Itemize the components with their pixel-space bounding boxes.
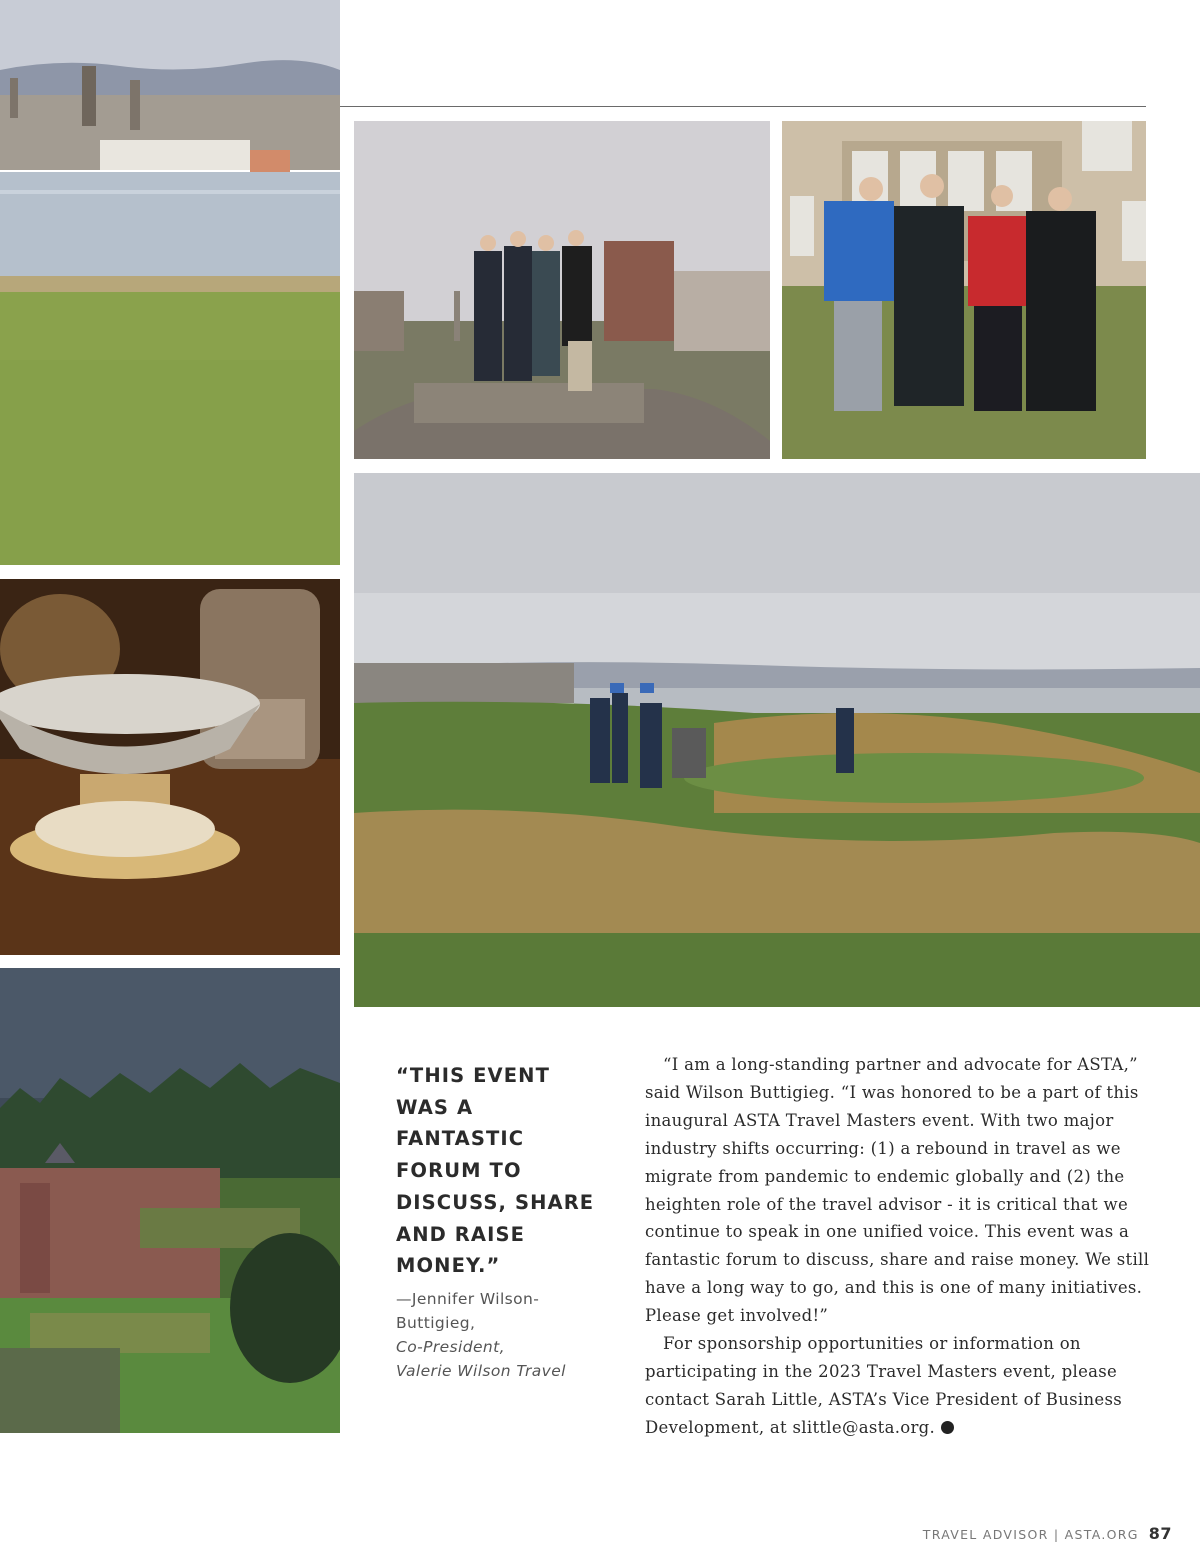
body-paragraph-1: “I am a long-standing partner and advocate for ASTA,” said Wilson Buttigieg. “I was honored to be a part of this inaugural ASTA Travel Masters event. With two major industry shifts occurring: (1) a rebound in travel as we migrate from pandemic to endemic globally and (2) the heighten role of the travel advisor - it is critical that we continue to speak in one unified voice. This event was a fantastic forum to discuss, share and raise money. We still have a long way to go, and this is one of many initiatives. Please get involved!”	[645, 1055, 1150, 1326]
header-rule	[340, 106, 1146, 107]
article-body	[645, 1051, 1160, 1442]
quote-attribution	[396, 1287, 596, 1383]
attribution-title: Co-President,	[396, 1338, 505, 1356]
page-footer	[923, 1524, 1172, 1544]
footer-publication: TRAVEL ADVISOR | ASTA.ORG	[922, 1527, 1139, 1542]
asta-end-mark-icon	[941, 1421, 954, 1434]
body-paragraph-2-text: For sponsorship opportunities or information on participating in the 2023 Travel Masters event, please contact Sarah Little, ASTA’s Vice President of Business Development, at slittle@asta.org.	[645, 1334, 1123, 1437]
photo-silver-trophy	[0, 579, 340, 955]
page-number: 87	[1148, 1524, 1172, 1543]
attribution-company: Valerie Wilson Travel	[396, 1362, 566, 1380]
attribution-name: —Jennifer Wilson-Buttigieg,	[396, 1290, 540, 1332]
photo-st-andrews-fairway	[0, 0, 340, 565]
photo-clubhouse-golfers	[782, 121, 1146, 459]
photo-swilcan-bridge-group	[354, 121, 770, 459]
photo-golf-course-tee	[354, 473, 1200, 1007]
photo-castle-aerial	[0, 968, 340, 1433]
pull-quote: “THIS EVENT WAS A FANTASTIC FORUM TO DISCUSS, SHARE AND RAISE MONEY.”	[396, 1064, 595, 1278]
body-paragraph-2	[645, 1330, 1160, 1442]
